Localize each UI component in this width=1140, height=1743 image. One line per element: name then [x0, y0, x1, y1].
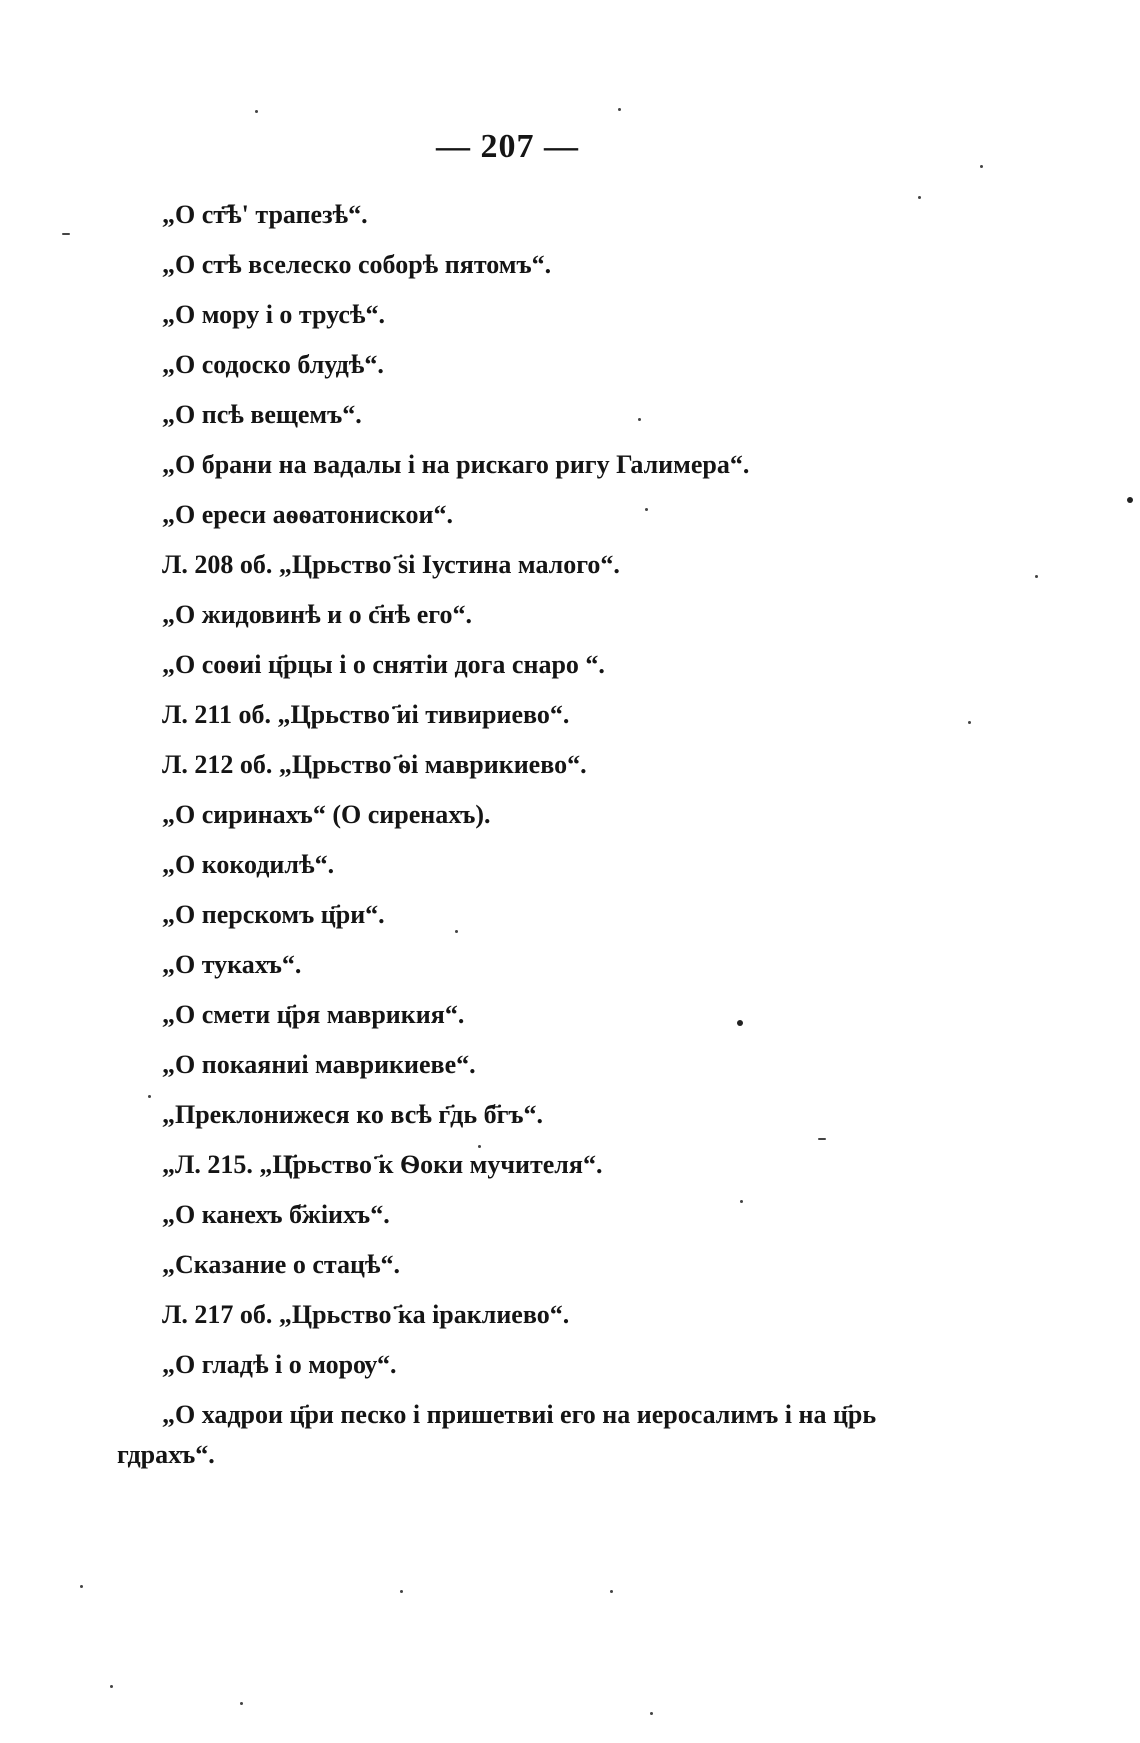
entry-line: „О мору і о трусѣ“.	[162, 300, 385, 329]
entry-line: „Л. 215. „Ц҃рьство ҃к Ѳоки мучителя“.	[162, 1150, 603, 1179]
entry-line: „О гладѣ і о морѹ“.	[162, 1350, 397, 1379]
scan-speck	[62, 233, 70, 235]
entry-line: „О ереси аѳѳатонискои“.	[162, 500, 453, 529]
scan-speck	[618, 108, 621, 111]
entry-line: „О смети ц҃ря маврикия“.	[162, 1000, 465, 1029]
entry-line: „О кокодилѣ“.	[162, 850, 335, 879]
entry-line: „О содоско блудѣ“.	[162, 350, 384, 379]
entry-line: Л. 217 об. „Црьство ҃ка іраклиево“.	[162, 1300, 570, 1329]
scan-speck	[645, 508, 648, 511]
entry-line-continuation: гдрахъ“.	[117, 1440, 215, 1469]
entry-line: „О брани на вадалы і на рискаго ригу Галимера“.	[162, 450, 750, 479]
scan-speck	[478, 1145, 481, 1148]
entry-line: „О сиринахъ“ (О сиренахъ).	[162, 800, 491, 829]
entry-line: „О ст҃ѣ' трапезѣ“.	[162, 200, 368, 229]
scan-speck	[740, 1200, 743, 1203]
entry-line: „Преклонижеся ко всѣ г҃дь б҃гъ“.	[162, 1100, 544, 1129]
entry-line: „О псѣ вещемъ“.	[162, 400, 362, 429]
entry-line: Л. 211 об. „Црьство ҃иі тивириево“.	[162, 700, 570, 729]
scan-speck	[818, 1138, 826, 1140]
entry-list	[117, 198, 942, 1488]
scan-speck	[80, 1585, 83, 1588]
entry-line: Л. 212 об. „Црьство ҃ѳі маврикиево“.	[162, 750, 587, 779]
entry-line: „О хадрои ц҃ри песко і пришетвиі его на иеросалимъ і на ц҃рь	[162, 1400, 877, 1429]
entry-line: „О соѳиі ц҃рцы і о снятіи дога снаро “.	[162, 650, 605, 679]
scan-speck	[455, 930, 458, 933]
scan-speck	[968, 721, 971, 724]
scan-speck	[255, 110, 258, 113]
scan-speck	[240, 1702, 243, 1705]
entry-line: „О жидовинѣ и о с҃нѣ его“.	[162, 600, 472, 629]
entry-line: „Сказание о стацѣ“.	[162, 1250, 401, 1279]
scan-speck	[110, 1685, 113, 1688]
scan-speck	[1127, 497, 1133, 503]
scan-speck	[1035, 575, 1038, 578]
scan-speck	[610, 1590, 613, 1593]
scan-speck	[400, 1590, 403, 1593]
scan-speck	[650, 1712, 653, 1715]
entry-line: „О тукахъ“.	[162, 950, 302, 979]
scan-speck	[638, 418, 641, 421]
entry-line: „О стѣ вселеско соборѣ пятомъ“.	[162, 250, 552, 279]
scan-speck	[737, 1020, 743, 1026]
scan-speck	[980, 165, 983, 168]
scan-speck	[918, 196, 921, 199]
entry-line: „О канехъ б҃жіихъ“.	[162, 1200, 390, 1229]
entry-line: „О перскомъ ц҃ри“.	[162, 900, 385, 929]
scan-speck	[148, 1095, 151, 1098]
entry-line: Л. 208 об. „Црьство ҃ѕі Іустина малого“.	[162, 550, 620, 579]
page-number: — 207 —	[436, 128, 579, 165]
entry-line: „О покаяниі маврикиеве“.	[162, 1050, 476, 1079]
